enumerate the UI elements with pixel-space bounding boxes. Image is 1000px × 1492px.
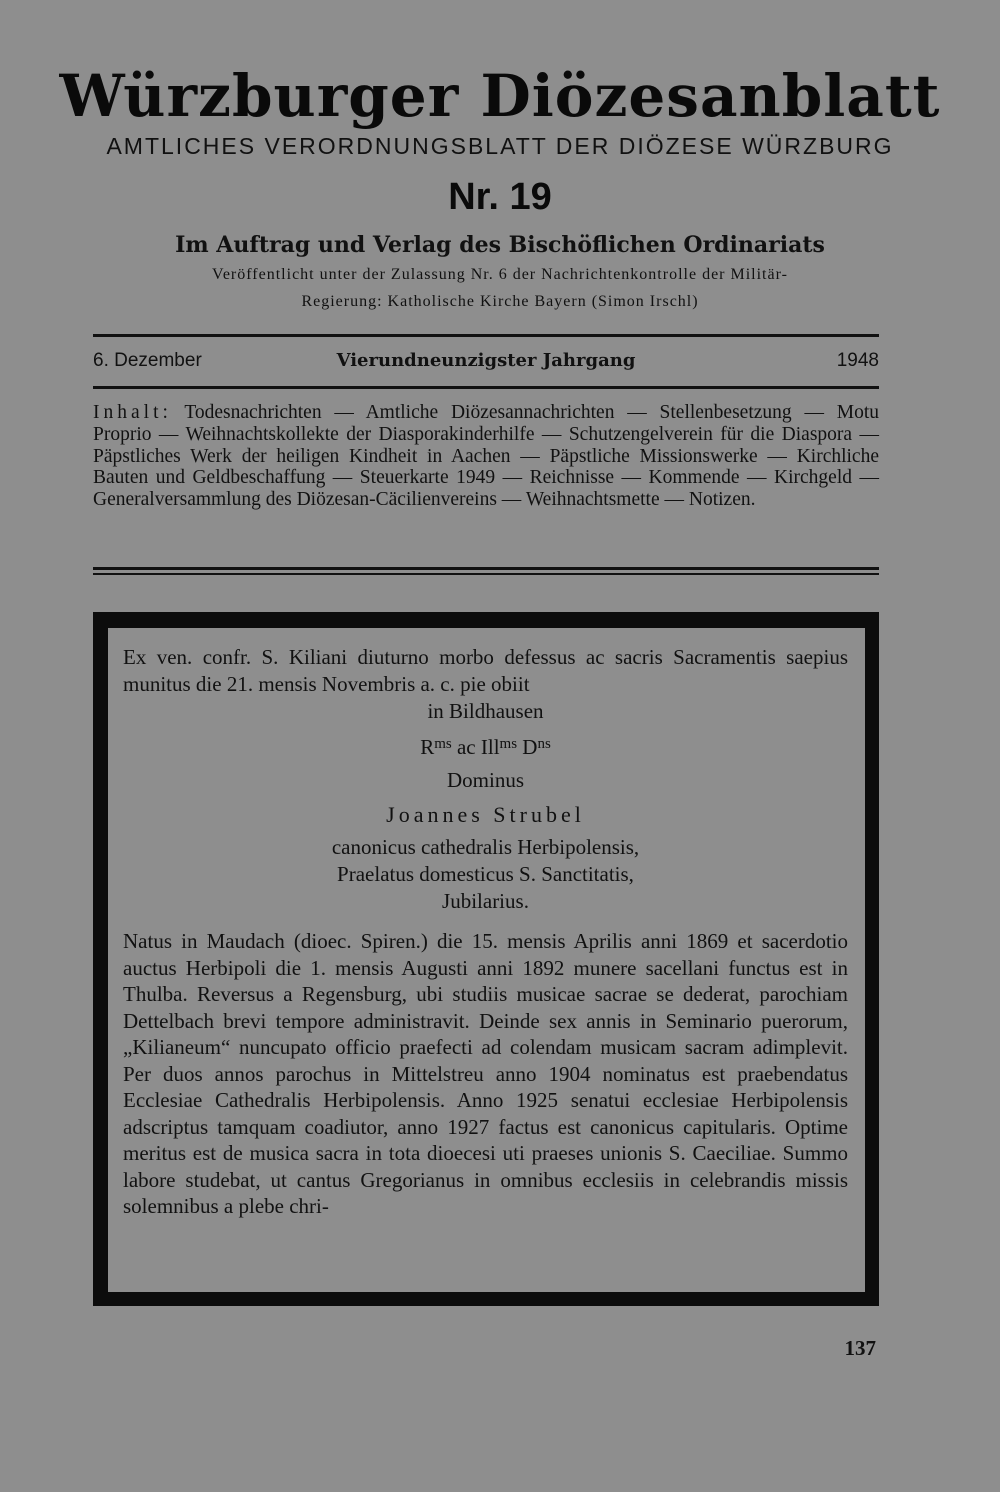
honorific-ill-sup: ms bbox=[499, 736, 518, 752]
role-line-3: Jubilarius. bbox=[442, 889, 529, 913]
contents-label: Inhalt: bbox=[93, 402, 172, 423]
table-of-contents bbox=[93, 402, 879, 511]
volume-label: Vierundneunzigster Jahrgang bbox=[336, 350, 636, 371]
honorific-d-sup: ns bbox=[537, 736, 551, 752]
masthead-subtitle: AMTLICHES VERORDNUNGSBLATT DER DIÖZESE WÜRZBURG bbox=[106, 133, 894, 159]
header-rule-bottom bbox=[93, 386, 879, 389]
obituary-notice bbox=[123, 644, 848, 1220]
dominus-line: Dominus bbox=[446, 768, 524, 792]
contents-rule-2 bbox=[93, 573, 879, 575]
issue-number: Nr. 19 bbox=[448, 176, 552, 218]
honorific-r-sup: ms bbox=[434, 736, 452, 752]
honorific-ac: ac Ill bbox=[451, 735, 500, 759]
header-rule-top bbox=[93, 334, 879, 337]
masthead-title: Würzburger Diözesanblatt bbox=[59, 62, 941, 130]
dateline bbox=[93, 350, 879, 376]
role-line-1: canonicus cathedralis Herbipolensis, bbox=[331, 835, 640, 859]
issue-date: 6. Dezember bbox=[93, 350, 202, 371]
license-line-1: Veröffentlicht unter der Zulassung Nr. 6 der Nachrichtenkontrolle der Militär- bbox=[212, 266, 788, 283]
contents-rule-1 bbox=[93, 567, 879, 570]
role-line-2: Praelatus domesticus S. Sanctitatis, bbox=[337, 862, 634, 886]
deceased-name: Joannes Strubel bbox=[386, 802, 585, 827]
publisher-line: Im Auftrag und Verlag des Bischöflichen Ordinariats bbox=[175, 232, 825, 258]
obituary-intro-text: Ex ven. confr. S. Kiliani diuturno morbo defessus ac sacris Sacramentis saepius munitus die 21. mensis Novembris a. c. pie obiit bbox=[123, 645, 848, 696]
obituary-place: in Bildhausen bbox=[427, 699, 544, 723]
issue-year: 1948 bbox=[836, 350, 879, 371]
honorific-r: R bbox=[420, 735, 435, 759]
obituary-intro bbox=[123, 644, 848, 725]
obituary-body: Natus in Maudach (dioec. Spiren.) die 15. mensis Aprilis anni 1869 et sacerdotio auctus Herbipoli die 1. mensis Augusti anni 1892 munere sacellani functus est in Thulba. Reversus a Regensburg, ubi studiis musicae sacrae se dederat, parochiam Dettelbach brevi tempore administravit. Deinde sex annis in Seminario puerorum, „Kilianeum“ nuncupato officio praefecti ad colendam musicam sacram adimplevit. Per duos annos parochus in Mittelstreu anno 1904 nominatus est praebendatus Ecclesiae Cathedralis Herbipolensis. Anno 1925 senatui ecclesiae Herbipolensis adscriptus tamquam coadiutor, anno 1927 factus est canonicus capitularis. Optime meritus est de musica sacra in tota dioecesi uti praeses unionis S. Caeciliae. Summo labore studebat, ut cantus Gregorianus in omnibus ecclesiis in celebrandis missis solemnibus a plebe chri- bbox=[123, 929, 848, 1218]
contents-text: Todesnachrichten — Amtliche Diözesannachrichten — Stellenbesetzung — Motu Proprio — Weihnachtskollekte der Diasporakinderhilfe — Schutzengelverein für die Diaspora — Päpstliches Werk der heiligen Kindheit in Aachen — Päpstliche Missionswerke — Kirchliche Bauten und Geldbeschaffung — Steuerkarte 1949 — Reichnisse — Kommende — Kirchgeld — Generalversammlung des Diözesan-Cäcilienvereins — Weihnachtsmette — Notizen. bbox=[93, 402, 879, 511]
honorific-d: D bbox=[517, 735, 538, 759]
honorific bbox=[123, 730, 848, 761]
license-line-2: Regierung: Katholische Kirche Bayern (Simon Irschl) bbox=[301, 293, 699, 310]
page-number: 137 bbox=[844, 1336, 876, 1360]
deceased-roles bbox=[123, 834, 848, 915]
